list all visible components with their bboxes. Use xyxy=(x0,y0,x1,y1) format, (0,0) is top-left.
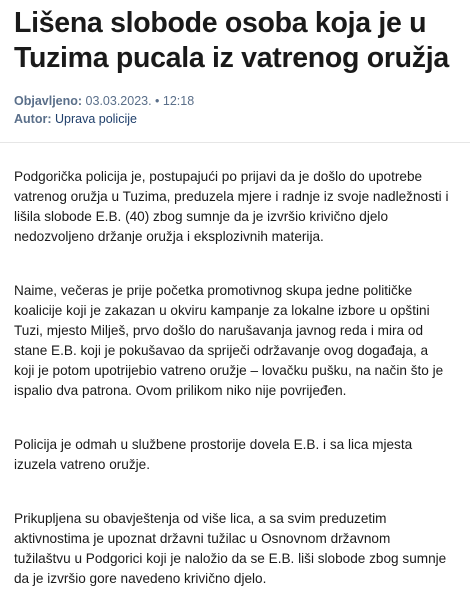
published-row xyxy=(14,92,456,110)
article-meta xyxy=(14,92,456,128)
article-paragraph: Prikupljena su obavještenja od više lica, a sa svim preduzetim aktivnostima je upoznat državni tužilac u Osnovnom državnom tužilaštvu u Podgorici koji je naložio da se E.B. liši slobode zbog sumnje da je izvršio gore navedeno krivično djelo. xyxy=(14,511,447,586)
author-link[interactable]: Uprava policije xyxy=(51,112,137,126)
meta-divider xyxy=(0,142,470,143)
published-date: 03.03.2023. • 12:18 xyxy=(82,94,195,108)
article-title: Lišena slobode osoba koja je u Tuzima pucala iz vatrenog oružja xyxy=(14,7,449,74)
published-label: Objavljeno: xyxy=(14,94,83,108)
article-paragraph: Naime, večeras je prije početka promotivnog skupa jedne političke koalicije koji je zakazan u okviru kampanje za lokalne izbore u opštini Tuzi, mjesto Milješ, prvo došlo do narušavanja javnog reda i mira od stane E.B. koji je pokušavao da spriječi održavanje ovog događaja, a koji je potom upotrijebio vatreno oružje – lovačku pušku, na način što je ispalio dva patrona. Ovom prilikom niko nije povrijeđen. xyxy=(14,283,444,398)
article-paragraph: Policija je odmah u službene prostorije dovela E.B. i sa lica mjesta izuzela vatreno oružje. xyxy=(14,437,413,472)
author-row xyxy=(14,110,456,128)
author-label: Autor: xyxy=(14,112,52,126)
article-body xyxy=(14,167,456,589)
article-paragraph: Podgorička policija je, postupajući po prijavi da je došlo do upotrebe vatrenog oružja u Tuzima, preduzela mjere i radnje iz svoje nadležnosti i lišila slobode E.B. (40) zbog sumnje da je izvršio krivično djelo nedozvoljeno držanje oružja i eksplozivnih materija. xyxy=(14,169,449,244)
